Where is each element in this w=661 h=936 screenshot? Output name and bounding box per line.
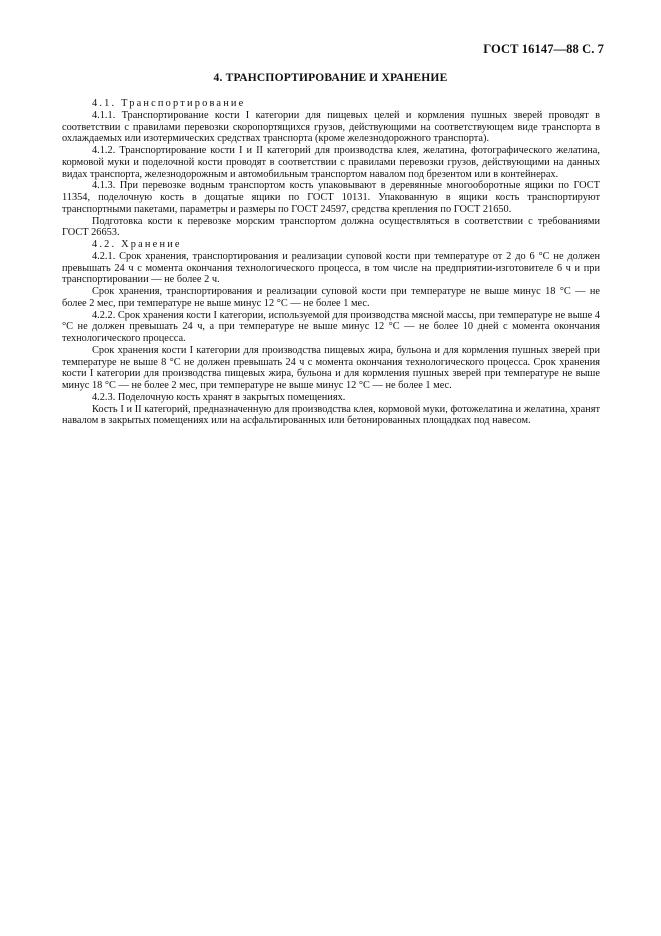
section-body xyxy=(62,98,600,427)
paragraph-4-2: 4.2. Хранение xyxy=(92,239,182,250)
section-title: 4. ТРАНСПОРТИРОВАНИЕ И ХРАНЕНИЕ xyxy=(213,72,448,84)
paragraph-4-2-2: 4.2.2. Срок хранения кости I категории, используемой для производства мясной массы, при температуре не выше 4 °С не должен превышать 24 ч, а при температуре не выше минус 12 °С — не более 10 дней с момента окончания технологического процесса. xyxy=(62,309,600,344)
paragraph-4-2-1: 4.2.1. Срок хранения, транспортирования и реализации суповой кости при температуре от 2 до 6 °С не должен превышать 24 ч с момента окончания технологического процесса, в том числе на предприятии-изготовителе 6 ч и при транспортировании — не более 2 ч. xyxy=(62,250,600,286)
paragraph-4-1-2: 4.1.2. Транспортирование кости I и II категорий для производства клея, желатина, фотографического желатина, кормовой муки и поделочной кости проводят в соответствии с правилами перевозки грузов, действующими на данных видах транспорта, железнодорожным и автомобильным транспортом навалом под брезентом или в контейнерах. xyxy=(62,145,600,180)
paragraph-4-2-3b: Кость I и II категорий, предназначенную для производства клея, кормовой муки, фотожелатина и желатина, хранят навалом в закрытых помещениях или на асфальтированных или бетонированных площадках под навесом. xyxy=(62,403,600,427)
paragraph-4-2-2b: Срок хранения кости I категории для производства пищевых жира, бульона и для кормления пушных зверей при температуре не выше 8 °С не должен превышать 24 ч с момента окончания технологического процесса. Срок хранения кости I категории для производства пищевых жира, бульона и для кормления пушных зверей при температуре не выше минус 18 °С — не более 2 мес, при температуре не выше минус 12 °С — не более 1 мес. xyxy=(62,344,600,391)
paragraph-4-2-1b: Срок хранения, транспортирования и реализации суповой кости при температуре не выше минус 18 °С — не более 2 мес, при температуре не выше минус 12 °С — не более 1 мес. xyxy=(62,286,600,309)
standard-page-code: ГОСТ 16147—88 С. 7 xyxy=(483,42,604,56)
paragraph-4-2-3: 4.2.3. Поделочную кость хранят в закрытых помещениях. xyxy=(92,391,346,403)
paragraph-4-1-3: 4.1.3. При перевозке водным транспортом кость упаковывают в деревянные многооборотные ящики по ГОСТ 11354, поделочную кость в дощатые ящики по ГОСТ 10131. Упакованную в ящики кость транспортируют транспортными пакетами, параметры и размеры по ГОСТ 24597, средства крепления по ГОСТ 21650. xyxy=(62,180,600,215)
paragraph-4-1: 4.1. Транспортирование xyxy=(92,98,246,109)
paragraph-4-1-3b: Подготовка кости к перевозке морским транспортом должна осуществляться в соответствии с требованиями ГОСТ 26653. xyxy=(62,215,600,239)
paragraph-4-1-1: 4.1.1. Транспортирование кости I категории для пищевых целей и кормления пушных зверей проводят в соответствии с правилами перевозки скоропортящихся грузов, действующими на соответствующем виде транспорта в охлаждаемых или изотермических средствах транспорта (кроме железнодорожного транспорта). xyxy=(62,109,600,145)
